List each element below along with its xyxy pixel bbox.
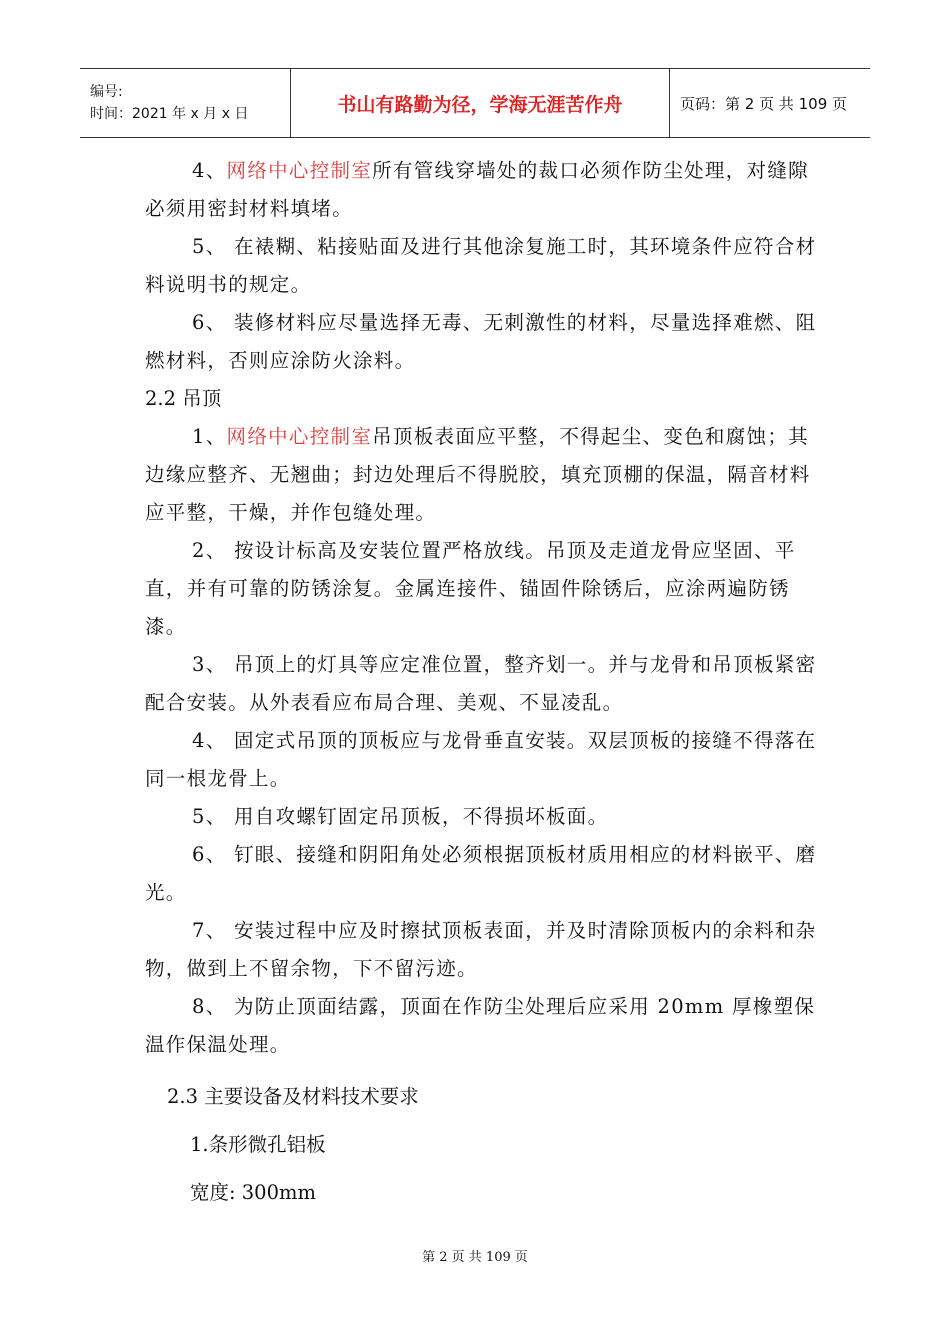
header-page-info bbox=[670, 69, 870, 137]
item-heading-1: 1.条形微孔铝板 bbox=[190, 1133, 326, 1156]
document-body bbox=[145, 152, 820, 1212]
header-motto bbox=[290, 69, 670, 137]
section-heading-2-3: 2.3 主要设备及材料技术要求 bbox=[167, 1085, 419, 1108]
page-header bbox=[80, 68, 870, 138]
page-footer: 第 2 页 共 109 页 bbox=[422, 1250, 528, 1265]
highlighted-term: 网络中心控制室 bbox=[226, 425, 373, 448]
item-number: 1、 bbox=[192, 425, 227, 448]
ceiling-paragraph-5: 5、 用自攻螺钉固定吊顶板，不得损坏板面。 bbox=[192, 805, 609, 828]
ceiling-paragraph-8: 8、 为防止顶面结露，顶面在作防尘处理后应采用 20mm 厚橡塑保温作保温处理。 bbox=[145, 995, 816, 1056]
header-meta bbox=[80, 69, 290, 137]
section-heading-2-2: 2.2 吊顶 bbox=[145, 387, 222, 410]
paragraph-text: 所有管线穿墙处的裁口必须作防尘处理，对缝隙必须用密封材料填堵。 bbox=[145, 159, 809, 220]
ceiling-paragraph-6: 6、 钉眼、接缝和阴阳角处必须根据顶板材质用相应的材料嵌平、磨光。 bbox=[145, 843, 817, 904]
document-number-label: 编号: bbox=[90, 84, 123, 100]
item-number: 4、 bbox=[192, 159, 227, 182]
ceiling-paragraph-4: 4、 固定式吊顶的顶板应与龙骨垂直安装。双层顶板的接缝不得落在同一根龙骨上。 bbox=[145, 729, 817, 790]
document-date-label: 时间：2021 年 x 月 x 日 bbox=[90, 106, 249, 122]
motto-text: 书山有路勤为径，学海无涯苦作舟 bbox=[337, 93, 623, 116]
paragraph-text: 吊顶板表面应平整，不得起尘、变色和腐蚀；其边缘应整齐、无翘曲；封边处理后不得脱胶，填充顶棚的保温，隔音材料应平整，干燥，并作包缝处理。 bbox=[145, 425, 811, 524]
ceiling-paragraph-3: 3、 吊顶上的灯具等应定准位置，整齐划一。并与龙骨和吊顶板紧密配合安装。从外表看应布局合理、美观、不显凌乱。 bbox=[145, 653, 817, 714]
paragraph-5: 5、 在裱糊、粘接贴面及进行其他涂复施工时，其环境条件应符合材料说明书的规定。 bbox=[145, 235, 817, 296]
ceiling-paragraph-2: 2、 按设计标高及安装位置严格放线。吊顶及走道龙骨应坚固、平直，并有可靠的防锈涂复。金属连接件、锚固件除锈后，应涂两遍防锈漆。 bbox=[145, 539, 796, 638]
paragraph-4 bbox=[145, 152, 820, 228]
ceiling-paragraph-1 bbox=[145, 418, 820, 532]
paragraph-6: 6、 装修材料应尽量选择无毒、无刺激性的材料，尽量选择难燃、阻燃材料，否则应涂防火涂料。 bbox=[145, 311, 817, 372]
highlighted-term: 网络中心控制室 bbox=[226, 159, 373, 182]
width-spec: 宽度: 300mm bbox=[190, 1181, 316, 1204]
page-info-text: 页码：第 2 页 共 109 页 bbox=[680, 94, 848, 113]
ceiling-paragraph-7: 7、 安装过程中应及时擦拭顶板表面，并及时清除顶板内的余料和杂物，做到上不留余物，下不留污迹。 bbox=[145, 919, 817, 980]
